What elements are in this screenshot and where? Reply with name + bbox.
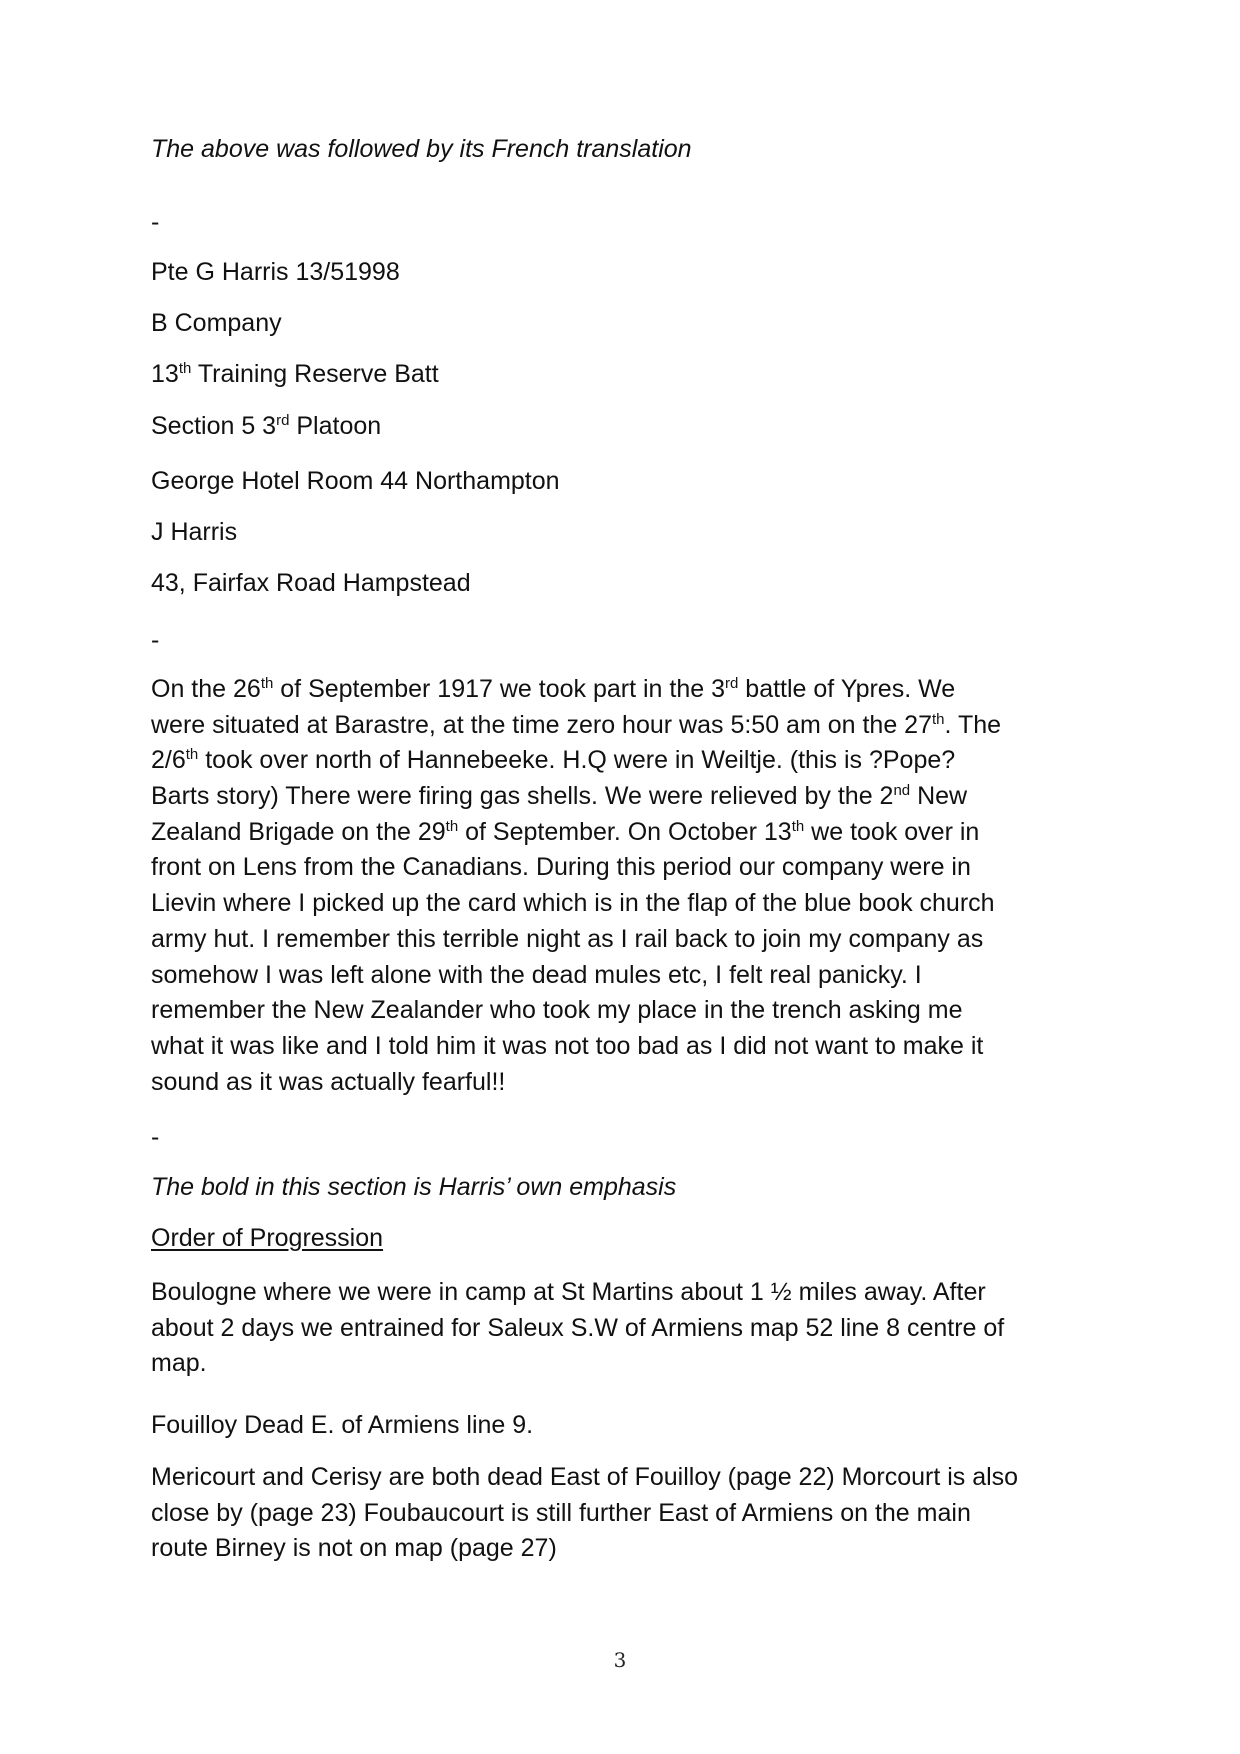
progression-paragraph-3 xyxy=(151,1460,1091,1567)
narrative-line: somehow I was left alone with the dead mules etc, I felt real panicky. I xyxy=(151,960,922,989)
progression-line: map. xyxy=(151,1349,207,1378)
separator-2: - xyxy=(151,626,160,654)
narrative-line: sound as it was actually fearful!! xyxy=(151,1067,506,1096)
narrative-line: Zealand Brigade on the 29th of September. On October 13th we took over in xyxy=(151,817,980,846)
narrative-line: Barts story) There were firing gas shells. We were relieved by the 2nd New xyxy=(151,782,968,811)
address-line-5: George Hotel Room 44 Northampton xyxy=(151,467,560,495)
intro-note: The above was followed by its French translation xyxy=(151,135,692,163)
narrative-line: On the 26th of September 1917 we took part in the 3rd battle of Ypres. We xyxy=(151,675,956,703)
progression-paragraph-2: Fouilloy Dead E. of Armiens line 9. xyxy=(151,1411,534,1439)
separator-1: - xyxy=(151,208,160,236)
progression-line: Boulogne where we were in camp at St Martins about 1 ½ miles away. After xyxy=(151,1278,986,1306)
narrative-line: what it was like and I told him it was not too bad as I did not want to make it xyxy=(151,1031,984,1060)
narrative-line: 2/6th took over north of Hannebeeke. H.Q were in Weiltje. (this is ?Pope? xyxy=(151,746,956,775)
narrative-line: front on Lens from the Canadians. During this period our company were in xyxy=(151,853,971,882)
narrative-line: were situated at Barastre, at the time zero hour was 5:50 am on the 27th. The xyxy=(151,710,1002,739)
section-heading: Order of Progression xyxy=(151,1224,384,1252)
address-line-4: Section 5 3rd Platoon xyxy=(151,412,382,440)
emphasis-note: The bold in this section is Harris’ own emphasis xyxy=(151,1173,677,1201)
narrative-paragraph xyxy=(151,672,1091,1100)
progression-line: about 2 days we entrained for Saleux S.W of Armiens map 52 line 8 centre of xyxy=(151,1313,1005,1342)
progression-line: Mericourt and Cerisy are both dead East of Fouilloy (page 22) Morcourt is also xyxy=(151,1463,1019,1491)
address-line-3: 13th Training Reserve Batt xyxy=(151,360,439,388)
address-line-6: J Harris xyxy=(151,518,238,546)
address-line-1: Pte G Harris 13/51998 xyxy=(151,258,400,286)
progression-line: close by (page 23) Foubaucourt is still further East of Armiens on the main xyxy=(151,1498,971,1527)
progression-line: route Birney is not on map (page 27) xyxy=(151,1534,557,1563)
address-line-2: B Company xyxy=(151,309,282,337)
page-number: 3 xyxy=(613,1648,627,1672)
narrative-line: army hut. I remember this terrible night as I rail back to join my company as xyxy=(151,924,984,953)
narrative-line: Lievin where I picked up the card which is in the flap of the blue book church xyxy=(151,889,995,918)
narrative-line: remember the New Zealander who took my place in the trench asking me xyxy=(151,996,963,1025)
address-line-7: 43, Fairfax Road Hampstead xyxy=(151,569,471,597)
separator-3: - xyxy=(151,1123,160,1151)
progression-paragraph-1 xyxy=(151,1275,1091,1382)
